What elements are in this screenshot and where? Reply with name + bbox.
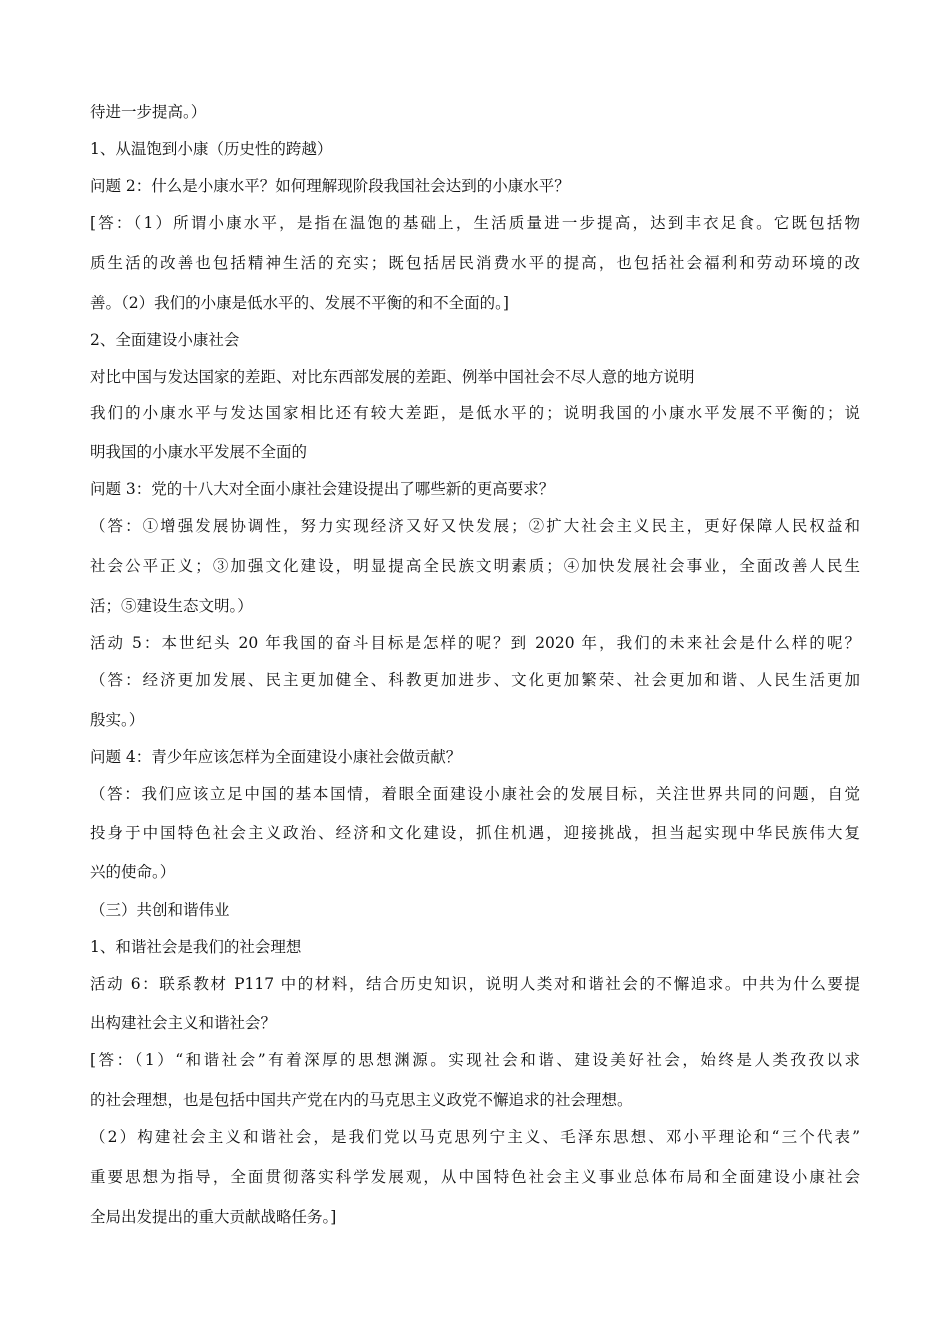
answer-line: 兴的使命。）	[90, 863, 176, 881]
answer-line: 活；⑤建设生态文明。）	[90, 597, 253, 615]
text-line: 明我国的小康水平发展不全面的	[90, 443, 308, 461]
question-line: 问题 4：青少年应该怎样为全面建设小康社会做贡献？	[90, 748, 462, 766]
text-line: 我们的小康水平与发达国家相比还有较大差距，是低水平的；说明我国的小康水平发展不平衡的；说	[90, 404, 860, 422]
answer-line: [答：（1）“和谐社会”有着深厚的思想渊源。实现社会和谐、建设美好社会，始终是人类孜孜以求	[90, 1051, 860, 1069]
activity-line: 活动 5：本世纪头 20 年我国的奋斗目标是怎样的呢？到 2020 年，我们的未来社会是什么样的呢？	[90, 634, 860, 652]
section-heading: （三）共创和谐伟业	[90, 901, 230, 919]
document-page	[90, 0, 860, 1344]
answer-line: （答：①增强发展协调性，努力实现经济又好又快发展；②扩大社会主义民主，更好保障人民权益和	[90, 517, 860, 535]
answer-line: 重要思想为指导，全面贯彻落实科学发展观，从中国特色社会主义事业总体布局和全面建设小康社会	[90, 1168, 860, 1186]
section-heading: 2、全面建设小康社会	[90, 331, 240, 349]
question-line: 问题 3：党的十八大对全面小康社会建设提出了哪些新的更高要求？	[90, 480, 555, 498]
section-heading: 1、从温饱到小康（历史性的跨越）	[90, 140, 333, 158]
answer-line: 全局出发提出的重大贡献战略任务。]	[90, 1208, 337, 1226]
question-line: 问题 2：什么是小康水平？如何理解现阶段我国社会达到的小康水平？	[90, 177, 570, 195]
activity-line: 出构建社会主义和谐社会？	[90, 1014, 277, 1032]
activity-line: 活动 6：联系教材 P117 中的材料，结合历史知识，说明人类对和谐社会的不懈追求。中共为什么要提	[90, 975, 860, 993]
answer-line: 质生活的改善也包括精神生活的充实；既包括居民消费水平的提高，也包括社会福利和劳动环境的改	[90, 254, 860, 272]
answer-line: 殷实。）	[90, 711, 145, 729]
answer-line: 的社会理想，也是包括中国共产党在内的马克思主义政党不懈追求的社会理想。	[90, 1091, 633, 1109]
section-heading: 1、和谐社会是我们的社会理想	[90, 938, 302, 956]
answer-line: 社会公平正义；③加强文化建设，明显提高全民族文明素质；④加快发展社会事业，全面改善人民生	[90, 557, 860, 575]
text-line: 对比中国与发达国家的差距、对比东西部发展的差距、例举中国社会不尽人意的地方说明	[90, 368, 695, 386]
answer-line: [答：（1）所谓小康水平，是指在温饱的基础上，生活质量进一步提高，达到丰衣足食。它既包括物	[90, 214, 860, 232]
answer-line: （答：我们应该立足中国的基本国情，着眼全面建设小康社会的发展目标，关注世界共同的问题，自觉	[90, 785, 860, 803]
text-line: 待进一步提高。）	[90, 103, 207, 121]
answer-line: 善。（2）我们的小康是低水平的、发展不平衡的和不全面的。]	[90, 294, 509, 312]
answer-line: 投身于中国特色社会主义政治、经济和文化建设，抓住机遇，迎接挑战，担当起实现中华民族伟大复	[90, 824, 860, 842]
answer-line: （2）构建社会主义和谐社会，是我们党以马克思列宁主义、毛泽东思想、邓小平理论和“三个代表”	[90, 1128, 860, 1146]
answer-line: （答：经济更加发展、民主更加健全、科教更加进步、文化更加繁荣、社会更加和谐、人民生活更加	[90, 671, 860, 689]
